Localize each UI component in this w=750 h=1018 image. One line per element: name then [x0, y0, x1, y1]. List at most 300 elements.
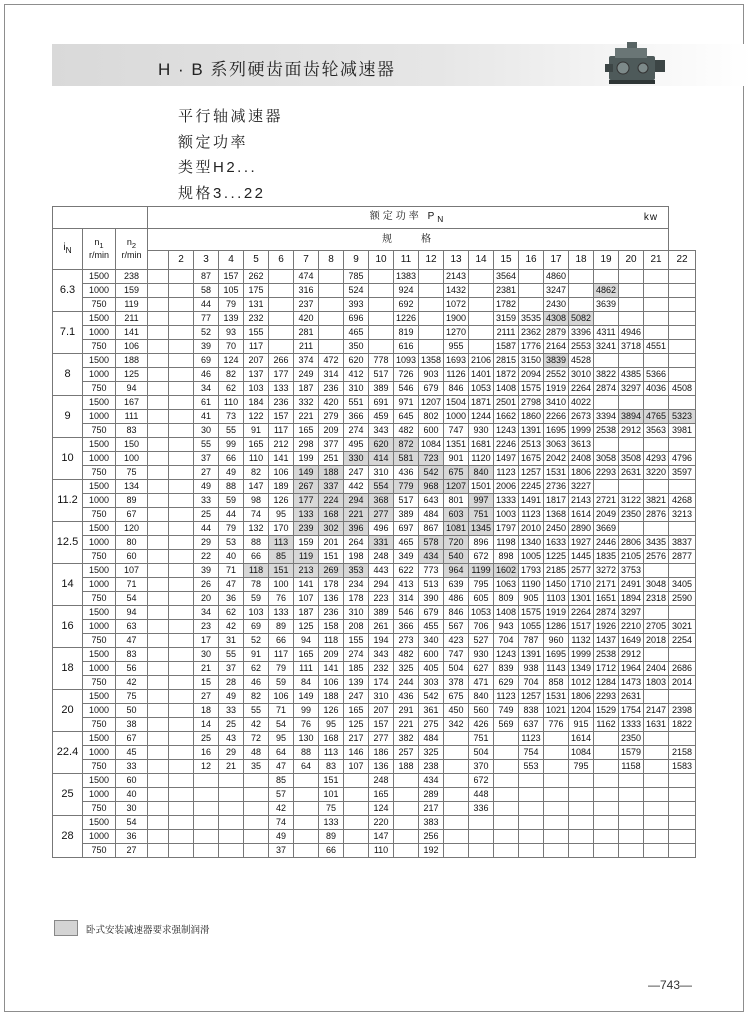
power-cell: 39 — [194, 564, 219, 578]
power-cell: 706 — [469, 620, 494, 634]
power-cell: 795 — [569, 760, 594, 774]
power-cell: 4311 — [594, 326, 619, 340]
power-cell — [169, 564, 194, 578]
power-cell: 207 — [244, 354, 269, 368]
table-row — [53, 578, 696, 592]
power-cell: 69 — [244, 620, 269, 634]
power-cell: 110 — [219, 396, 244, 410]
power-cell: 639 — [444, 578, 469, 592]
n2-cell: 71 — [116, 578, 148, 592]
power-cell — [569, 816, 594, 830]
power-cell: 4293 — [644, 452, 669, 466]
power-cell: 1822 — [669, 718, 696, 732]
power-cell: 1162 — [594, 718, 619, 732]
power-cell: 130 — [294, 732, 319, 746]
power-cell — [244, 788, 269, 802]
power-cell: 4508 — [669, 382, 696, 396]
power-cell — [444, 788, 469, 802]
n1-cell: 1000 — [83, 536, 116, 550]
power-cell: 2350 — [619, 508, 644, 522]
table-row — [53, 732, 696, 746]
power-cell: 33 — [219, 704, 244, 718]
power-cell: 2590 — [669, 592, 696, 606]
power-cell: 2912 — [619, 648, 644, 662]
power-cell: 1614 — [569, 732, 594, 746]
power-cell: 778 — [369, 354, 394, 368]
power-cell: 207 — [369, 704, 394, 718]
power-cell: 37 — [269, 844, 294, 858]
table-row — [53, 634, 696, 648]
power-cell: 997 — [469, 494, 494, 508]
power-cell — [544, 844, 569, 858]
ratio-cell: 28 — [53, 816, 83, 858]
power-cell — [594, 270, 619, 284]
n1-cell: 750 — [83, 760, 116, 774]
power-cell: 627 — [469, 662, 494, 676]
power-cell: 3247 — [544, 284, 569, 298]
power-cell — [169, 802, 194, 816]
power-cell: 185 — [344, 662, 369, 676]
power-cell — [594, 732, 619, 746]
power-cell: 62 — [244, 662, 269, 676]
power-cell: 310 — [344, 606, 369, 620]
power-cell — [194, 774, 219, 788]
table-row — [53, 592, 696, 606]
power-cell: 106 — [319, 676, 344, 690]
power-cell: 1257 — [519, 466, 544, 480]
power-cell: 1900 — [444, 312, 469, 326]
power-cell: 89 — [319, 830, 344, 844]
power-cell: 1501 — [469, 480, 494, 494]
spacer-cell — [148, 620, 169, 634]
power-cell: 187 — [294, 606, 319, 620]
power-cell: 3821 — [644, 494, 669, 508]
power-cell: 126 — [269, 494, 294, 508]
power-cell: 2245 — [519, 480, 544, 494]
ratio-cell: 8 — [53, 354, 83, 396]
power-cell: 91 — [244, 424, 269, 438]
power-cell — [619, 298, 644, 312]
power-cell — [419, 284, 444, 298]
table-row — [53, 298, 696, 312]
power-cell: 16 — [194, 746, 219, 760]
power-cell — [644, 522, 669, 536]
n2-cell: 36 — [116, 830, 148, 844]
power-cell: 930 — [469, 648, 494, 662]
power-cell: 2631 — [619, 466, 644, 480]
power-cell: 434 — [419, 550, 444, 564]
power-cell: 49 — [269, 830, 294, 844]
power-cell: 616 — [394, 340, 419, 354]
power-cell: 266 — [269, 354, 294, 368]
power-cell — [619, 522, 644, 536]
power-cell: 4765 — [644, 410, 669, 424]
power-cell: 125 — [344, 718, 369, 732]
power-cell: 165 — [244, 438, 269, 452]
power-cell — [594, 844, 619, 858]
power-cell — [444, 830, 469, 844]
power-cell — [669, 732, 696, 746]
power-cell: 504 — [469, 746, 494, 760]
spacer-cell — [148, 676, 169, 690]
power-cell: 3597 — [669, 466, 696, 480]
power-cell — [669, 788, 696, 802]
table-row — [53, 438, 696, 452]
power-cell: 3227 — [569, 480, 594, 494]
power-cell: 3241 — [594, 340, 619, 354]
table-row — [53, 494, 696, 508]
power-cell: 569 — [494, 718, 519, 732]
power-cell — [469, 298, 494, 312]
table-row — [53, 746, 696, 760]
power-cell: 389 — [394, 508, 419, 522]
power-cell — [469, 830, 494, 844]
power-cell: 484 — [419, 508, 444, 522]
power-cell: 1793 — [519, 564, 544, 578]
power-cell: 1190 — [519, 578, 544, 592]
power-cell: 2877 — [669, 550, 696, 564]
power-cell: 125 — [294, 620, 319, 634]
power-cell — [369, 284, 394, 298]
power-cell: 704 — [519, 676, 544, 690]
power-cell: 232 — [369, 662, 394, 676]
power-cell: 187 — [294, 382, 319, 396]
power-cell: 754 — [519, 746, 544, 760]
power-cell: 117 — [244, 340, 269, 354]
power-cell: 2293 — [594, 690, 619, 704]
power-cell: 58 — [194, 284, 219, 298]
table-row — [53, 396, 696, 410]
power-cell — [644, 284, 669, 298]
ratio-cell: 11.2 — [53, 480, 83, 522]
power-cell: 136 — [319, 592, 344, 606]
power-cell: 2147 — [644, 704, 669, 718]
power-cell: 155 — [244, 326, 269, 340]
power-cell: 3839 — [544, 354, 569, 368]
power-cell: 924 — [394, 284, 419, 298]
spacer-cell — [148, 578, 169, 592]
n2-cell: 54 — [116, 816, 148, 830]
power-cell: 198 — [344, 550, 369, 564]
power-cell — [394, 774, 419, 788]
power-cell: 2631 — [619, 690, 644, 704]
power-cell: 59 — [269, 676, 294, 690]
n1-cell: 750 — [83, 508, 116, 522]
power-cell: 2158 — [669, 746, 696, 760]
power-cell: 1927 — [569, 536, 594, 550]
power-cell: 482 — [394, 424, 419, 438]
power-cell: 244 — [394, 676, 419, 690]
size-21: 21 — [644, 251, 669, 270]
power-cell: 3894 — [619, 410, 644, 424]
power-cell: 53 — [219, 536, 244, 550]
power-cell: 747 — [444, 648, 469, 662]
ratio-cell: 20 — [53, 690, 83, 732]
power-cell: 1776 — [519, 340, 544, 354]
power-cell: 393 — [344, 298, 369, 312]
power-cell: 277 — [369, 508, 394, 522]
power-cell: 840 — [469, 690, 494, 704]
power-cell: 189 — [269, 480, 294, 494]
power-cell: 2408 — [569, 452, 594, 466]
ratio-cell: 6.3 — [53, 270, 83, 312]
power-cell: 1919 — [544, 382, 569, 396]
n1-cell: 1500 — [83, 648, 116, 662]
power-cell — [569, 284, 594, 298]
power-cell: 2185 — [544, 564, 569, 578]
power-cell — [619, 830, 644, 844]
power-cell: 232 — [244, 312, 269, 326]
power-cell: 546 — [394, 382, 419, 396]
power-cell: 29 — [194, 536, 219, 550]
power-cell — [669, 564, 696, 578]
n1-cell: 1500 — [83, 270, 116, 284]
power-cell — [444, 746, 469, 760]
power-cell: 37 — [194, 452, 219, 466]
power-cell — [169, 382, 194, 396]
power-cell: 174 — [369, 676, 394, 690]
power-cell — [669, 368, 696, 382]
n2-cell: 40 — [116, 788, 148, 802]
n1-cell: 1500 — [83, 606, 116, 620]
power-cell: 221 — [294, 410, 319, 424]
power-cell — [169, 578, 194, 592]
power-cell — [369, 270, 394, 284]
table-subtitles — [178, 104, 283, 206]
power-cell: 188 — [394, 760, 419, 774]
n2-cell: 106 — [116, 340, 148, 354]
power-cell — [469, 270, 494, 284]
power-cell: 903 — [419, 368, 444, 382]
power-cell: 567 — [444, 620, 469, 634]
size-15: 15 — [494, 251, 519, 270]
n2-cell: 100 — [116, 452, 148, 466]
power-cell: 915 — [569, 718, 594, 732]
table-row — [53, 662, 696, 676]
power-cell: 867 — [419, 522, 444, 536]
size-6: 6 — [269, 251, 294, 270]
power-cell — [519, 830, 544, 844]
n2-cell: 45 — [116, 746, 148, 760]
power-cell: 1120 — [469, 452, 494, 466]
power-cell — [544, 816, 569, 830]
power-cell: 2577 — [569, 564, 594, 578]
spacer-cell — [148, 746, 169, 760]
power-cell: 2446 — [594, 536, 619, 550]
power-cell: 1491 — [519, 494, 544, 508]
power-cell: 194 — [369, 634, 394, 648]
power-cell: 448 — [469, 788, 494, 802]
power-cell: 4796 — [669, 452, 696, 466]
power-cell: 2673 — [569, 410, 594, 424]
n1-cell: 750 — [83, 844, 116, 858]
n1-cell: 750 — [83, 676, 116, 690]
power-cell: 186 — [369, 746, 394, 760]
power-cell: 2111 — [494, 326, 519, 340]
n2-cell: 80 — [116, 536, 148, 550]
power-cell: 52 — [194, 326, 219, 340]
power-cell: 201 — [319, 536, 344, 550]
power-cell — [169, 298, 194, 312]
power-cell — [244, 830, 269, 844]
power-cell: 1301 — [569, 592, 594, 606]
power-cell: 1675 — [519, 452, 544, 466]
power-cell — [444, 732, 469, 746]
power-cell: 209 — [319, 648, 344, 662]
power-cell: 1693 — [444, 354, 469, 368]
power-cell: 802 — [419, 410, 444, 424]
power-cell — [269, 326, 294, 340]
power-cell — [344, 802, 369, 816]
power-cell: 248 — [369, 550, 394, 564]
power-cell: 4022 — [569, 396, 594, 410]
size-9: 9 — [344, 251, 369, 270]
power-cell — [369, 298, 394, 312]
power-cell — [269, 312, 294, 326]
power-cell: 353 — [344, 564, 369, 578]
table-row — [53, 368, 696, 382]
n2-cell: 60 — [116, 550, 148, 564]
power-cell: 1964 — [619, 662, 644, 676]
power-cell: 1103 — [544, 592, 569, 606]
power-cell: 88 — [244, 536, 269, 550]
power-cell: 117 — [269, 424, 294, 438]
power-cell: 337 — [319, 480, 344, 494]
spacer-cell — [148, 312, 169, 326]
power-cell: 157 — [219, 270, 244, 284]
spacer-cell — [148, 844, 169, 858]
power-cell — [594, 354, 619, 368]
power-cell: 28 — [219, 676, 244, 690]
power-cell: 133 — [294, 508, 319, 522]
power-cell: 605 — [469, 592, 494, 606]
power-cell: 554 — [369, 480, 394, 494]
power-cell: 157 — [269, 410, 294, 424]
power-cell: 3048 — [644, 578, 669, 592]
power-cell: 377 — [319, 438, 344, 452]
power-cell: 620 — [344, 354, 369, 368]
power-cell: 117 — [269, 648, 294, 662]
power-cell: 2318 — [644, 592, 669, 606]
power-cell: 4528 — [569, 354, 594, 368]
power-cell: 111 — [294, 662, 319, 676]
power-cell: 1529 — [594, 704, 619, 718]
power-cell: 99 — [294, 704, 319, 718]
ratio-cell: 10 — [53, 438, 83, 480]
spacer-cell — [148, 396, 169, 410]
power-cell: 139 — [219, 312, 244, 326]
power-cell — [619, 354, 644, 368]
power-cell: 168 — [319, 508, 344, 522]
rated-power-table — [52, 206, 696, 858]
power-cell: 696 — [344, 312, 369, 326]
power-cell: 165 — [344, 704, 369, 718]
power-cell — [569, 788, 594, 802]
power-label: 额定功率 P — [369, 210, 438, 222]
power-cell: 474 — [294, 270, 319, 284]
spacer-cell — [148, 410, 169, 424]
power-cell: 484 — [419, 732, 444, 746]
size-4: 4 — [219, 251, 244, 270]
power-cell: 105 — [219, 284, 244, 298]
power-cell — [169, 606, 194, 620]
power-cell: 1123 — [519, 508, 544, 522]
power-cell: 1401 — [469, 368, 494, 382]
power-cell: 3213 — [669, 508, 696, 522]
power-cell — [319, 326, 344, 340]
power-cell: 2264 — [569, 382, 594, 396]
power-cell: 4860 — [544, 270, 569, 284]
power-cell — [169, 326, 194, 340]
power-cell: 93 — [219, 326, 244, 340]
power-cell: 374 — [294, 354, 319, 368]
power-cell: 968 — [419, 480, 444, 494]
power-cell — [319, 284, 344, 298]
power-cell: 459 — [369, 410, 394, 424]
power-cell — [644, 844, 669, 858]
power-cell: 27 — [194, 466, 219, 480]
power-cell — [294, 802, 319, 816]
ratio-cell: 14 — [53, 564, 83, 606]
n2-cell: 159 — [116, 284, 148, 298]
power-cell — [169, 424, 194, 438]
power-cell: 303 — [419, 676, 444, 690]
n1-cell: 1500 — [83, 732, 116, 746]
spacer-cell — [148, 508, 169, 522]
power-cell: 133 — [319, 816, 344, 830]
power-cell: 33 — [194, 494, 219, 508]
power-cell: 1225 — [544, 550, 569, 564]
n2-cell: 120 — [116, 522, 148, 536]
power-cell: 1999 — [569, 648, 594, 662]
power-cell: 396 — [344, 522, 369, 536]
spacer-cell — [148, 536, 169, 550]
n1-cell: 1000 — [83, 452, 116, 466]
power-cell: 2890 — [569, 522, 594, 536]
power-cell: 943 — [494, 620, 519, 634]
power-cell — [669, 606, 696, 620]
power-cell — [544, 760, 569, 774]
power-cell — [269, 340, 294, 354]
power-cell — [469, 284, 494, 298]
ratio-cell: 18 — [53, 648, 83, 690]
power-cell: 1517 — [569, 620, 594, 634]
n1-cell: 750 — [83, 298, 116, 312]
n1-cell: 750 — [83, 340, 116, 354]
power-cell: 839 — [494, 662, 519, 676]
power-cell: 795 — [469, 578, 494, 592]
table-row — [53, 410, 696, 424]
power-cell: 113 — [319, 746, 344, 760]
table-row — [53, 480, 696, 494]
power-cell: 66 — [269, 634, 294, 648]
power-cell: 3535 — [519, 312, 544, 326]
power-cell — [644, 606, 669, 620]
power-cell: 30 — [194, 424, 219, 438]
ratio-cell: 7.1 — [53, 312, 83, 354]
power-cell: 2876 — [644, 508, 669, 522]
power-cell: 170 — [269, 522, 294, 536]
power-cell: 165 — [294, 648, 319, 662]
power-cell: 289 — [419, 788, 444, 802]
size-5: 5 — [244, 251, 269, 270]
power-cell: 1340 — [519, 536, 544, 550]
table-row — [53, 774, 696, 788]
power-cell: 139 — [344, 676, 369, 690]
power-cell: 5366 — [644, 368, 669, 382]
power-cell: 25 — [194, 732, 219, 746]
power-cell: 314 — [394, 592, 419, 606]
